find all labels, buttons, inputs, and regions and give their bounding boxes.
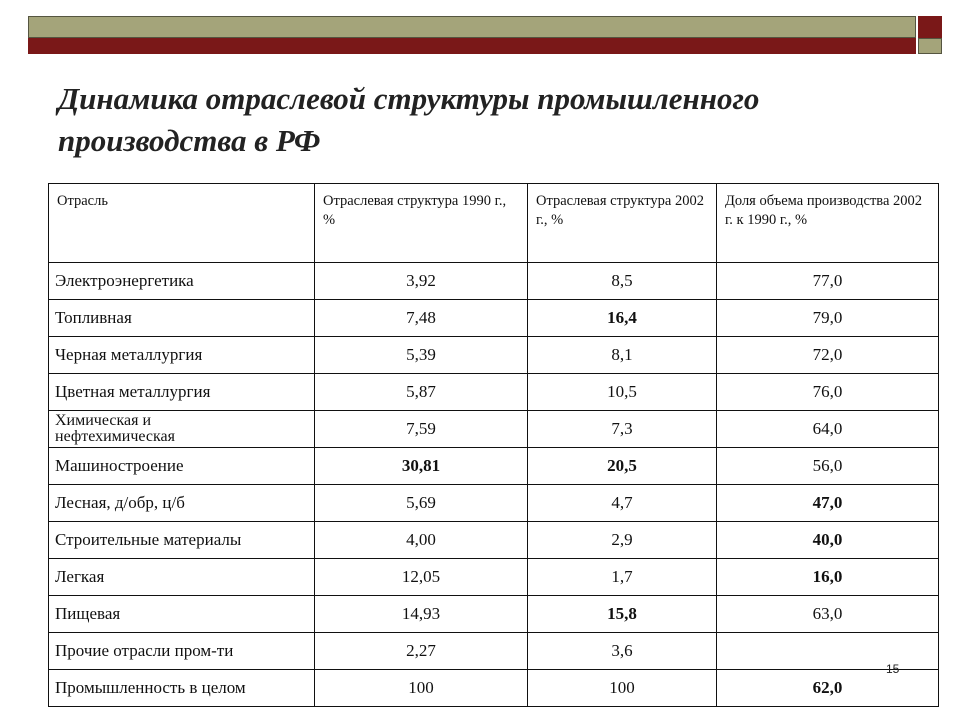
industry-name: Черная металлургия	[49, 337, 315, 374]
header-structure-2002: Отраслевая структура 2002 г., %	[528, 184, 717, 263]
value-2002: 15,8	[528, 596, 717, 633]
value-ratio: 72,0	[717, 337, 939, 374]
value-1990: 7,48	[315, 300, 528, 337]
industry-name: Электроэнергетика	[49, 263, 315, 300]
value-ratio: 40,0	[717, 522, 939, 559]
industry-name: Цветная металлургия	[49, 374, 315, 411]
value-1990: 100	[315, 670, 528, 707]
industry-structure-table	[48, 183, 939, 707]
value-2002: 8,5	[528, 263, 717, 300]
industry-name	[49, 411, 315, 448]
value-2002: 2,9	[528, 522, 717, 559]
value-1990: 3,92	[315, 263, 528, 300]
value-ratio: 62,0	[717, 670, 939, 707]
value-ratio: 79,0	[717, 300, 939, 337]
industry-name: Лесная, д/обр, ц/б	[49, 485, 315, 522]
slide-title: Динамика отраслевой структуры промышленного производства в РФ	[58, 81, 760, 158]
header-volume-ratio: Доля объема производства 2002 г. к 1990 г., %	[717, 184, 939, 263]
industry-name-line2: нефтехимическая	[55, 428, 175, 445]
industry-name: Топливная	[49, 300, 315, 337]
value-2002: 10,5	[528, 374, 717, 411]
table-row	[49, 485, 939, 522]
value-ratio: 56,0	[717, 448, 939, 485]
value-2002: 16,4	[528, 300, 717, 337]
table-row	[49, 448, 939, 485]
value-1990: 5,39	[315, 337, 528, 374]
value-ratio: 76,0	[717, 374, 939, 411]
value-2002: 7,3	[528, 411, 717, 448]
table-row	[49, 337, 939, 374]
header-olive-bar	[28, 16, 916, 38]
table-row	[49, 522, 939, 559]
value-ratio	[717, 633, 939, 670]
table-row-total	[49, 670, 939, 707]
value-1990: 7,59	[315, 411, 528, 448]
value-ratio: 47,0	[717, 485, 939, 522]
value-1990: 12,05	[315, 559, 528, 596]
value-2002: 1,7	[528, 559, 717, 596]
industry-name-line1: Химическая и	[55, 412, 152, 429]
value-2002: 4,7	[528, 485, 717, 522]
header-maroon-bar	[28, 38, 916, 54]
value-1990: 5,69	[315, 485, 528, 522]
value-1990: 4,00	[315, 522, 528, 559]
value-1990: 2,27	[315, 633, 528, 670]
table-row	[49, 633, 939, 670]
header-structure-1990: Отраслевая структура 1990 г., %	[315, 184, 528, 263]
value-1990: 14,93	[315, 596, 528, 633]
header-maroon-square	[918, 16, 942, 38]
table-row	[49, 300, 939, 337]
value-2002: 8,1	[528, 337, 717, 374]
value-1990: 30,81	[315, 448, 528, 485]
table-row	[49, 596, 939, 633]
header-olive-square	[918, 38, 942, 54]
industry-name: Пищевая	[49, 596, 315, 633]
value-1990: 5,87	[315, 374, 528, 411]
value-ratio: 77,0	[717, 263, 939, 300]
table-header-row	[49, 184, 939, 263]
table-row	[49, 559, 939, 596]
industry-name: Прочие отрасли пром-ти	[49, 633, 315, 670]
value-ratio: 16,0	[717, 559, 939, 596]
industry-name: Строительные материалы	[49, 522, 315, 559]
value-ratio: 64,0	[717, 411, 939, 448]
industry-name: Промышленность в целом	[49, 670, 315, 707]
industry-name: Легкая	[49, 559, 315, 596]
header-industry: Отрасль	[49, 184, 315, 263]
value-2002: 100	[528, 670, 717, 707]
table-row	[49, 411, 939, 448]
table-row	[49, 263, 939, 300]
value-ratio: 63,0	[717, 596, 939, 633]
table-row	[49, 374, 939, 411]
value-2002: 3,6	[528, 633, 717, 670]
industry-name: Машиностроение	[49, 448, 315, 485]
page-number: 15	[886, 662, 900, 676]
value-2002: 20,5	[528, 448, 717, 485]
